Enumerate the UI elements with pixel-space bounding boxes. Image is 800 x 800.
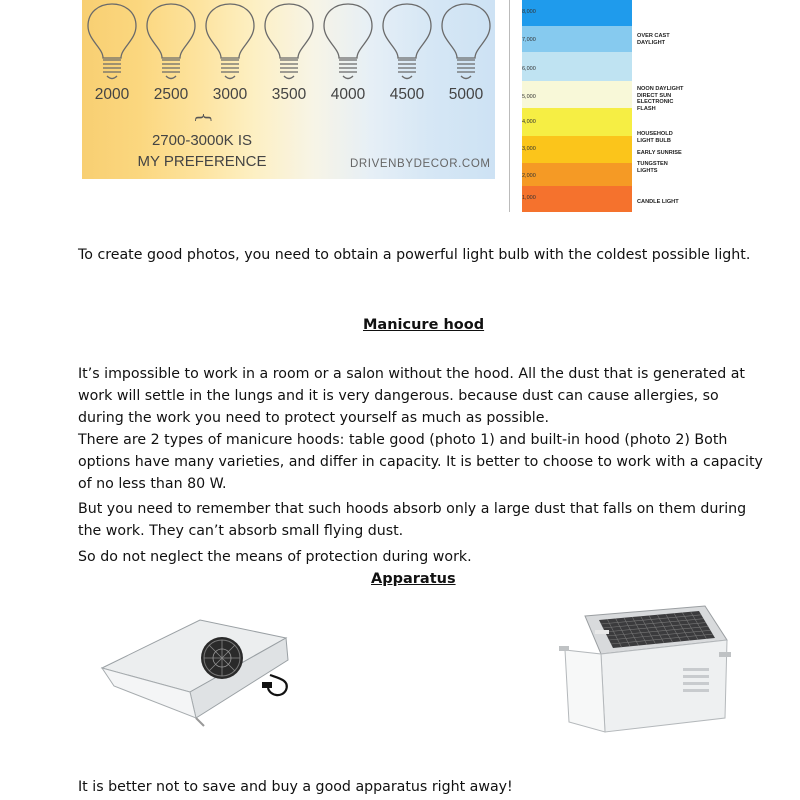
preference-note — [112, 130, 292, 172]
scale-label-line: OVER CAST — [637, 33, 670, 39]
scale-tick: 3,000 — [522, 146, 536, 152]
bulb-icon — [383, 4, 431, 79]
built-in-hood-photo — [555, 598, 735, 740]
scale-label-line: HOUSEHOLD — [637, 131, 673, 137]
kelvin-label: 4000 — [330, 86, 366, 103]
scale-label-line: ELECTRONIC — [637, 99, 674, 106]
scale-label-line: DAYLIGHT — [637, 39, 666, 46]
intro-paragraph: To create good photos, you need to obtain a powerful light bulb with the coldest possible light. — [78, 247, 751, 263]
kelvin-label: 3000 — [212, 86, 248, 103]
scale-tick: 4,000 — [522, 119, 536, 125]
scale-tick: 7,000 — [522, 37, 536, 43]
scale-band — [522, 108, 632, 136]
scale-tick: 6,000 — [522, 66, 536, 72]
scale-band — [522, 52, 632, 81]
scale-axis — [509, 0, 510, 212]
scale-label — [637, 33, 670, 46]
kelvin-label: 2500 — [153, 86, 189, 103]
scale-label-line: CANDLE LIGHT — [637, 199, 679, 205]
bulb-icon — [88, 4, 136, 79]
scale-band — [522, 81, 632, 108]
scale-label-line: LIGHTS — [637, 167, 658, 174]
scale-band — [522, 136, 632, 163]
scale-band — [522, 163, 632, 186]
bulb-icon — [206, 4, 254, 79]
scale-tick: 1,000 — [522, 195, 536, 201]
scale-label-line: FLASH — [637, 105, 656, 112]
scale-band — [522, 26, 632, 52]
section-heading-manicure-hood: Manicure hood — [363, 317, 485, 333]
scale-label — [637, 86, 683, 112]
kelvin-scale-image — [505, 0, 730, 215]
scale-label-line: EARLY SUNRISE — [637, 150, 682, 156]
preference-line: 2700-3000K IS — [151, 132, 253, 149]
bulb-row — [82, 0, 495, 90]
scale-band — [522, 0, 632, 26]
scale-label-line: TUNGSTEN — [637, 161, 668, 167]
scale-label — [637, 161, 668, 174]
kelvin-label: 5000 — [448, 86, 484, 103]
hood-paragraph-1: It’s impossible to work in a room or a salon without the hood. All the dust that is generated at work will settle in the lungs and it is very dangerous. because dust can cause allergies, so during the work you need to protect yourself as much as possible. — [78, 366, 745, 426]
scale-tick: 5,000 — [522, 94, 536, 100]
kelvin-label: 3500 — [271, 86, 307, 103]
scale-label-line: NOON DAYLIGHT — [637, 86, 684, 92]
image-credit: DRIVENBYDECOR.COM — [350, 158, 491, 170]
bulb-icon — [324, 4, 372, 79]
brace-mark: { — [193, 111, 215, 124]
bulb-icon — [265, 4, 313, 79]
scale-label — [637, 131, 673, 144]
scale-band — [522, 186, 632, 212]
preference-line: MY PREFERENCE — [137, 153, 267, 170]
bulb-icon — [147, 4, 195, 79]
bulb-icon — [442, 4, 490, 79]
color-temperature-bulbs-image — [82, 0, 495, 179]
scale-label-line: DIRECT SUN — [637, 92, 672, 99]
table-hood-photo — [100, 600, 300, 730]
kelvin-label: 2000 — [94, 86, 130, 103]
section-heading-apparatus: Apparatus — [371, 571, 456, 587]
scale-tick: 8,000 — [522, 9, 536, 15]
scale-label — [637, 150, 682, 157]
scale-tick: 2,000 — [522, 173, 536, 179]
scale-label-line: LIGHT BULB — [637, 137, 671, 144]
closing-paragraph: It is better not to save and buy a good apparatus right away! — [78, 779, 513, 795]
hood-paragraph-3: But you need to remember that such hoods absorb only a large dust that falls on them during the work. They can’t absorb small flying dust. — [78, 501, 747, 539]
scale-label — [637, 199, 679, 206]
hood-paragraph-4: So do not neglect the means of protection during work. — [78, 549, 472, 565]
kelvin-label: 4500 — [389, 86, 425, 103]
hood-paragraph-2: There are 2 types of manicure hoods: table good (photo 1) and built-in hood (photo 2) Both options have many varieties, and differ in capacity. It is better to choose to work with a capacity of no less than 80 W. — [78, 432, 763, 492]
